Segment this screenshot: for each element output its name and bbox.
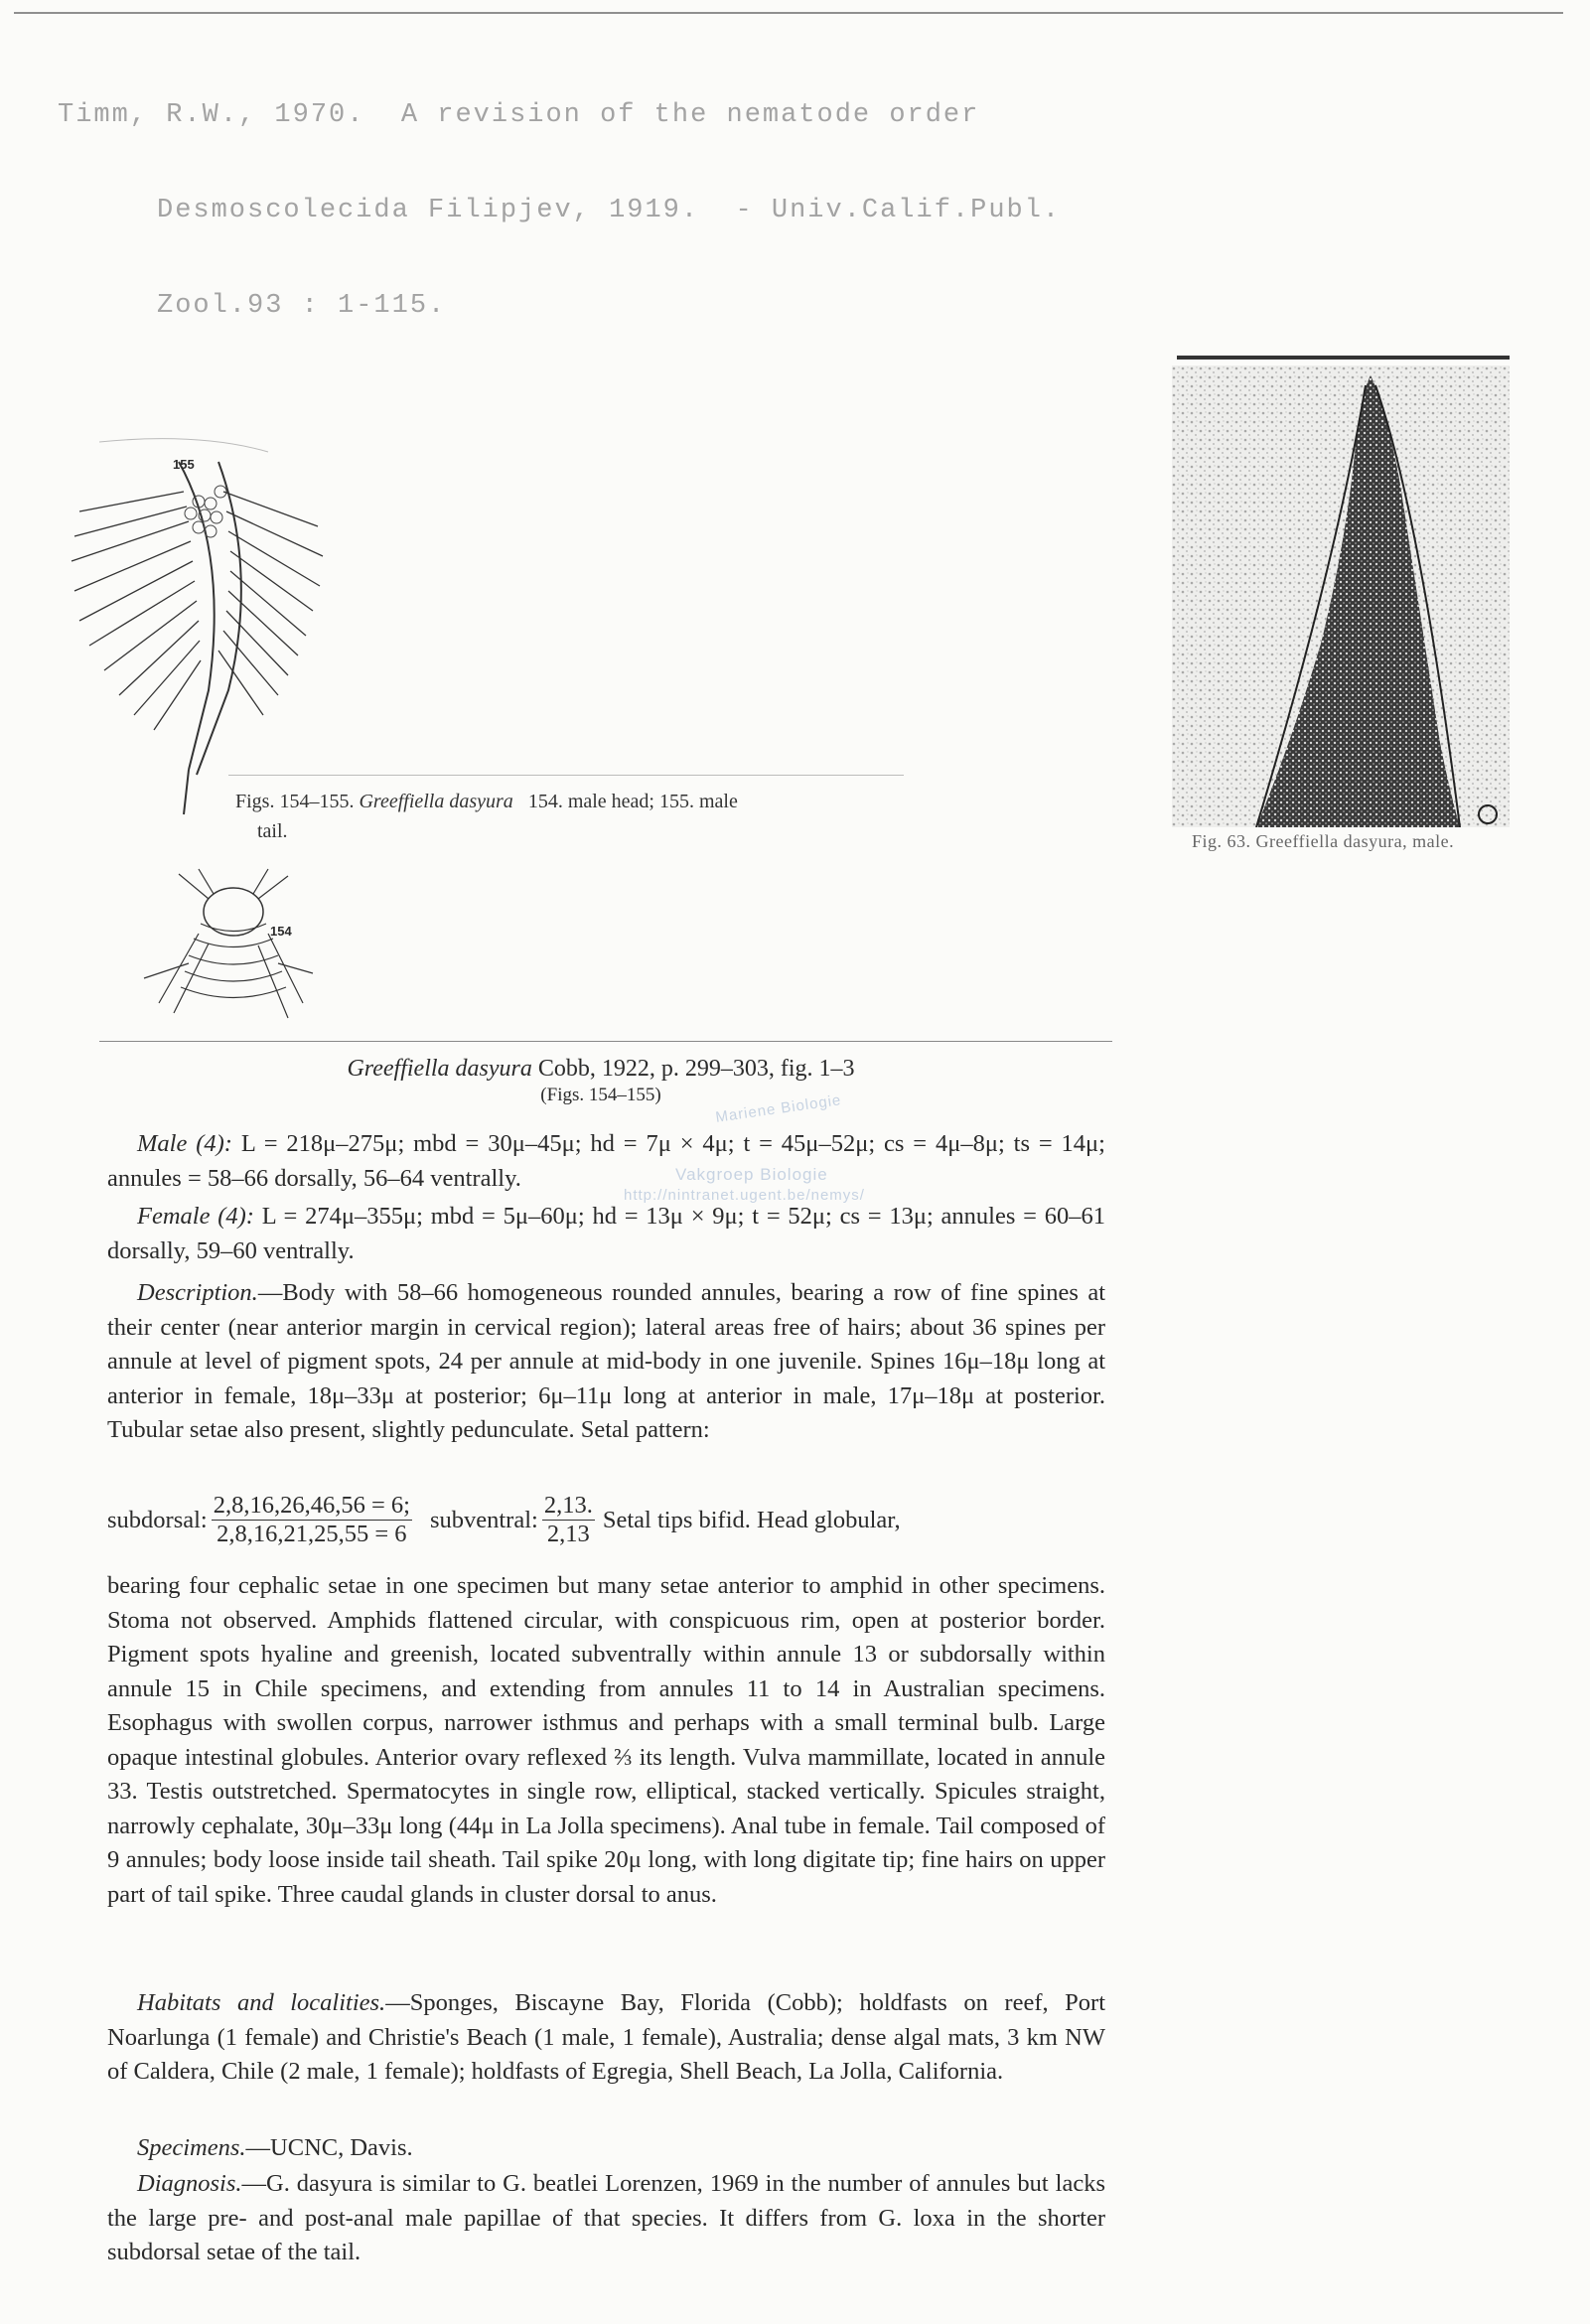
diagnosis-label: Diagnosis.	[137, 2170, 242, 2197]
citation-header	[58, 36, 1061, 354]
diagnosis-paragraph	[107, 2167, 1105, 2270]
description-text-2: bearing four cephalic setae in one specimen but many setae anterior to amphid in other specimens. Stoma not observed. Amphids flattened circular, with conspicuous rim, open at posterior border. Pigment spots hyaline and greenish, located subventrally within annule 13 or subdorsally within annule 15 in Chile specimens, and extending from annules 11 to 14 in Australian specimens. Esophagus with swollen corpus, narrower isthmus and perhaps with a small terminal bulb. Large opaque intestinal globules. Anterior ovary reflexed ⅔ its length. Vulva mammillate, located in annule 33. Testis outstretched. Spermatocytes in single row, elliptical, stacked vertically. Spicules straight, narrowly cephalate, 30μ–33μ long (44μ in La Jolla specimens). Anal tube in female. Tail composed of 9 annules; body loose inside tail sheath. Tail spike 20μ long, with long digitate tip; fine hairs on upper part of tail spike. Three caudal glands in cluster dorsal to anus.	[107, 1572, 1105, 1908]
measurements	[107, 1127, 1105, 1268]
diagnosis-text: —G. dasyura is similar to G. beatlei Lorenzen, 1969 in the number of annules but lacks the large pre- and post-anal male papillae of that species. It differs from G. loxa in the shorter subdorsal setae of the tail.	[107, 2170, 1105, 2265]
subdorsal-numerator: 2,8,16,26,46,56 = 6;	[213, 1492, 410, 1519]
section-rule	[99, 1041, 1112, 1042]
habitats-paragraph	[107, 1986, 1105, 2090]
species-authority: Cobb, 1922, p. 299–303, fig. 1–3	[537, 1056, 855, 1082]
description-label: Description.	[137, 1279, 258, 1306]
citation-line-2: Desmoscolecida Filipjev, 1919. - Univ.Calif.Publ.	[157, 196, 1062, 225]
subventral-numerator: 2,13.	[543, 1492, 593, 1519]
habitats-text: —Sponges, Biscayne Bay, Florida (Cobb); holdfasts on reef, Port Noarlunga (1 female) and Christie's Beach (1 male, 1 female), Australia; dense algal mats, 3 km NW of Caldera, Chile (2 male, 1 female); holdfasts of Egregia, Shell Beach, La Jolla, California.	[107, 1989, 1106, 2085]
figure-154-label: 154	[270, 924, 292, 939]
setal-tips-text: Setal tips bifid. Head globular,	[602, 1506, 901, 1533]
description-text-1: —Body with 58–66 homogeneous rounded annules, bearing a row of fine spines at their center (near anterior margin in cervical region); lateral areas free of hairs; about 36 spines per annule at level of pigment spots, 24 per annule at mid-body in one juvenile. Spines 16μ–18μ long at anterior in female, 18μ–33μ at posterior; 6μ–11μ long at anterior in male, 17μ–18μ at posterior. Tubular setae also present, slightly pedunculate. Setal pattern:	[107, 1279, 1105, 1443]
subdorsal-fraction	[212, 1492, 412, 1548]
caption-rest: 154. male head; 155. male	[527, 791, 738, 812]
species-figs-ref: (Figs. 154–155)	[540, 1085, 661, 1105]
caption-rule	[228, 775, 904, 776]
subventral-denominator: 2,13	[546, 1521, 590, 1547]
subdorsal-label: subdorsal:	[107, 1506, 208, 1533]
setal-pattern	[107, 1492, 1105, 1548]
watermark-bottom: Vakgroep Biologie	[675, 1165, 828, 1184]
male-measurements	[107, 1127, 1105, 1196]
citation-line-3: Zool.93 : 1-115.	[157, 291, 447, 321]
description-continuation	[107, 1569, 1105, 1912]
male-label: Male (4):	[137, 1130, 232, 1157]
fig63-top-rule	[1177, 356, 1510, 360]
fig63-caption: Fig. 63. Greeffiella dasyura, male.	[1192, 831, 1455, 851]
fig63-photograph	[1172, 365, 1510, 827]
figure-155-label: 155	[173, 457, 195, 472]
specimens-paragraph	[107, 2131, 1105, 2166]
female-measurements	[107, 1200, 1105, 1268]
specimens-text: —UCNC, Davis.	[245, 2134, 413, 2161]
subventral-fraction	[542, 1492, 595, 1548]
subventral-label: subventral:	[429, 1506, 538, 1533]
specimens-label: Specimens.	[137, 2134, 246, 2161]
subdorsal-denominator: 2,8,16,21,25,55 = 6	[217, 1521, 407, 1547]
male-tail-illustration	[60, 432, 328, 819]
species-heading	[99, 1056, 1102, 1106]
figure-155-tail-drawing	[60, 432, 328, 824]
figures-caption	[235, 787, 931, 846]
species-name: Greeffiella dasyura	[347, 1056, 532, 1082]
description-paragraph	[107, 1276, 1105, 1448]
male-text: L = 218μ–275μ; mbd = 30μ–45μ; hd = 7μ × 4μ; t = 45μ–52μ; cs = 4μ–8μ; ts = 14μ; annules = 58–66 dorsally, 56–64 ventrally.	[107, 1130, 1105, 1192]
nematode-photo	[1172, 365, 1510, 827]
citation-line-1: Timm, R.W., 1970. A revision of the nematode order	[58, 100, 980, 130]
female-label: Female (4):	[137, 1203, 254, 1230]
watermark-top: Mariene Biologie	[714, 1091, 843, 1126]
male-head-illustration	[139, 864, 318, 1023]
caption-genus: Greeffiella dasyura	[359, 791, 513, 812]
female-text: L = 274μ–355μ; mbd = 5μ–60μ; hd = 13μ × 9μ; t = 52μ; cs = 13μ; annules = 60–61 dorsally, 59–60 ventrally.	[107, 1203, 1105, 1264]
figure-154-head-drawing	[139, 864, 318, 1028]
watermark-url: http://nintranet.ugent.be/nemys/	[624, 1187, 865, 1204]
habitats-label: Habitats and localities.	[137, 1989, 386, 2016]
caption-prefix: Figs. 154–155.	[235, 791, 355, 812]
caption-line-2: tail.	[257, 820, 288, 842]
top-rule	[14, 12, 1563, 14]
